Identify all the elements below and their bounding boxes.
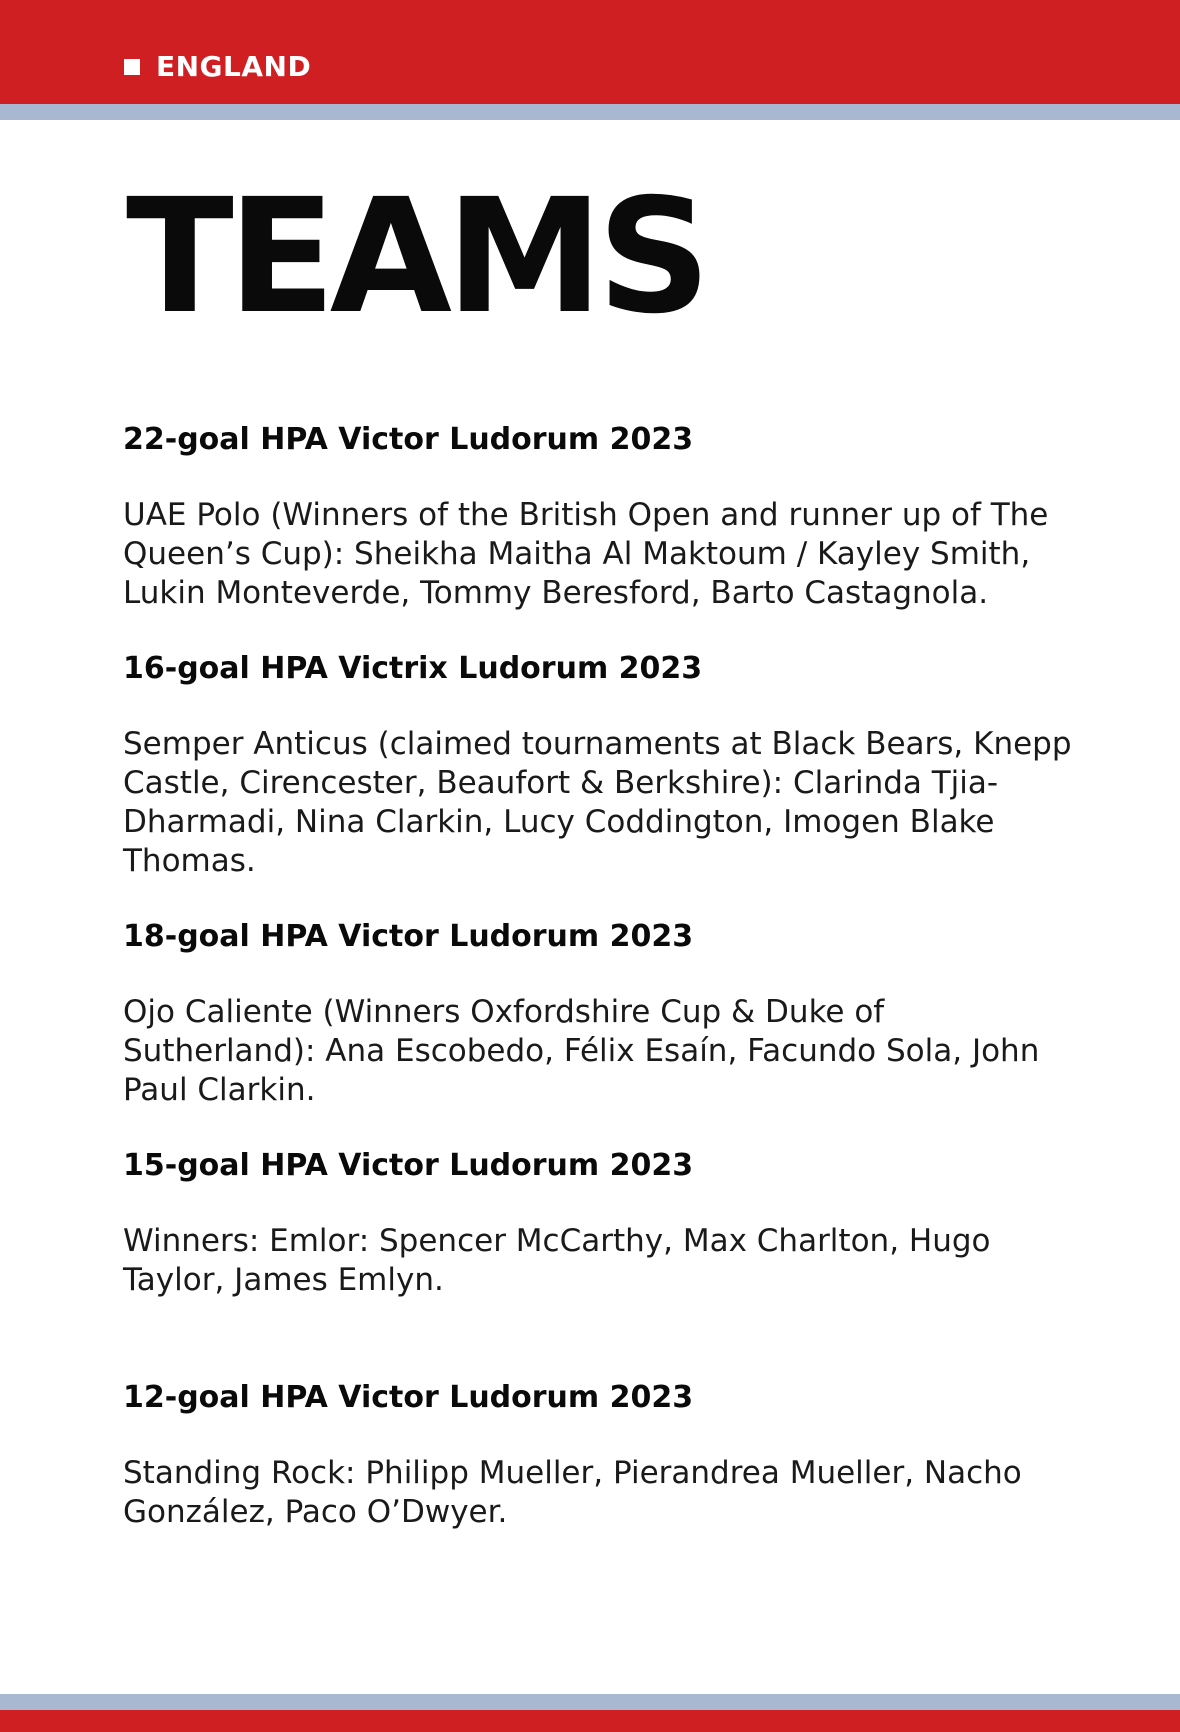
- entry-body: Semper Anticus (claimed tournaments at Black Bears, Knepp Castle, Cirencester, Beaufort & Berkshire): Clarinda Tjia-Dharmadi, Nina Clarkin, Lucy Coddington, Imogen Blake Thomas.: [123, 726, 1072, 879]
- entry-heading: 22-goal HPA Victor Ludorum 2023: [123, 422, 694, 457]
- team-entry: [123, 647, 1073, 881]
- team-entry: [123, 1144, 1073, 1300]
- entry-body: Standing Rock: Philipp Mueller, Pierandrea Mueller, Nacho González, Paco O’Dwyer.: [123, 1455, 1022, 1530]
- team-entry: [123, 1376, 1073, 1532]
- team-entry: [123, 418, 1073, 613]
- entry-body: Winners: Emlor: Spencer McCarthy, Max Charlton, Hugo Taylor, James Emlyn.: [123, 1223, 991, 1298]
- entry-heading: 18-goal HPA Victor Ludorum 2023: [123, 919, 694, 954]
- entry-heading: 12-goal HPA Victor Ludorum 2023: [123, 1380, 694, 1415]
- team-entry: [123, 915, 1073, 1110]
- section-tag: [124, 50, 311, 83]
- header-stripe: [0, 104, 1180, 120]
- entry-heading: 15-goal HPA Victor Ludorum 2023: [123, 1148, 694, 1183]
- page-title: TEAMS: [126, 165, 706, 349]
- footer-stripe: [0, 1694, 1180, 1710]
- teams-list: [123, 418, 1073, 1566]
- entry-heading: 16-goal HPA Victrix Ludorum 2023: [123, 651, 703, 686]
- entry-body: UAE Polo (Winners of the British Open and runner up of The Queen’s Cup): Sheikha Maitha Al Maktoum / Kayley Smith, Lukin Monteverde, Tommy Beresford, Barto Castagnola.: [123, 497, 1049, 611]
- entry-body: Ojo Caliente (Winners Oxfordshire Cup & Duke of Sutherland): Ana Escobedo, Félix Esaín, Facundo Sola, John Paul Clarkin.: [123, 994, 1040, 1108]
- footer-bar: [0, 1710, 1180, 1732]
- section-label: ENGLAND: [156, 50, 312, 83]
- square-icon: [124, 59, 140, 75]
